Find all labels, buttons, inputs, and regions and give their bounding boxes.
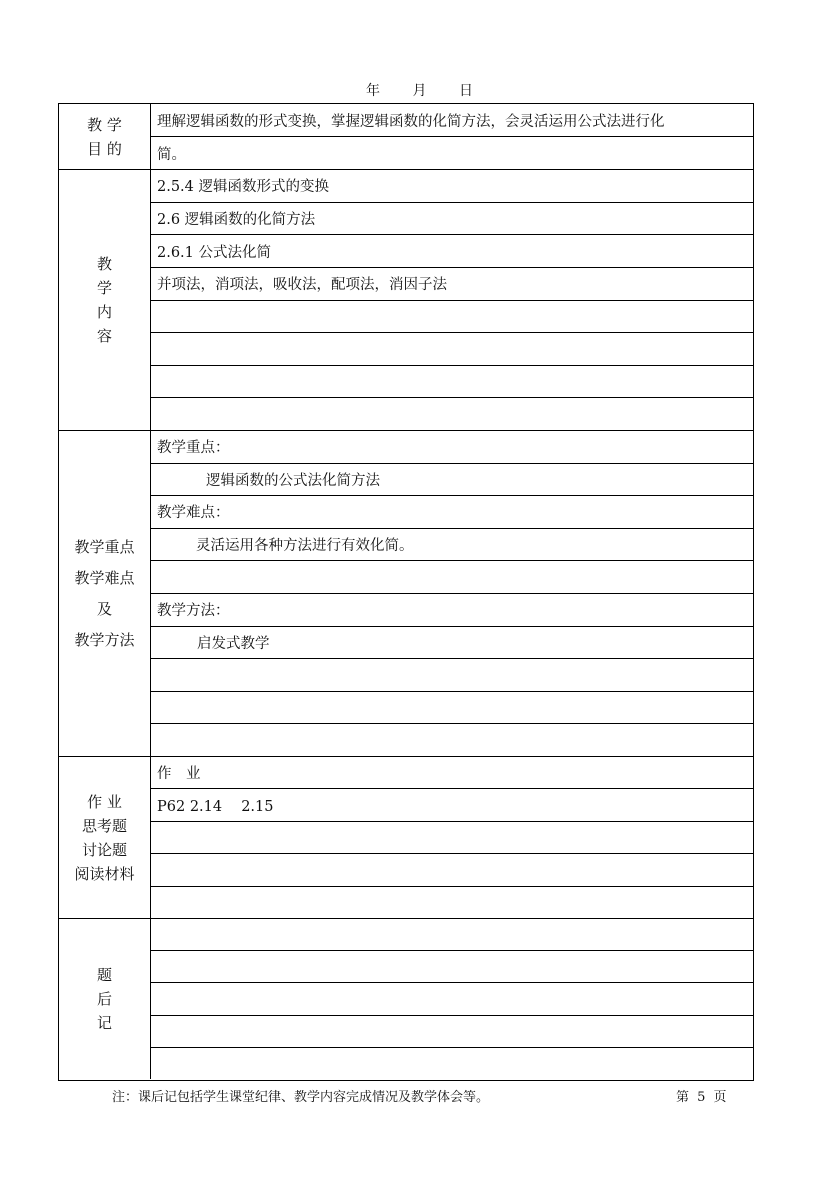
focus-row-5	[151, 560, 753, 593]
focus-row-10	[151, 723, 753, 756]
afterword-row-2	[151, 950, 753, 982]
afterword-row-1	[151, 919, 753, 950]
focus-label	[59, 431, 151, 756]
focus-row-2: 逻辑函数的公式法化简方法	[151, 463, 753, 496]
homework-row-4	[151, 853, 753, 885]
focus-row-3: 教学难点：	[151, 495, 753, 528]
objectives-row-1: 理解逻辑函数的形式变换，掌握逻辑函数的化简方法，会灵活运用公式法进行化	[157, 113, 665, 130]
content-row-6	[151, 332, 753, 365]
focus-label-text: 教学重点 教学难点 及 教学方法	[74, 537, 135, 649]
objectives-section	[59, 104, 753, 169]
content-row-2: 2.6 逻辑函数的化简方法	[151, 202, 753, 235]
afterword-label	[59, 919, 151, 1079]
homework-row-3	[151, 821, 753, 853]
content-label	[59, 170, 151, 430]
afterword-row-4	[151, 1015, 753, 1047]
focus-row-4: 灵活运用各种方法进行有效化简。	[151, 528, 753, 561]
content-row-8	[151, 397, 753, 430]
content-row-3: 2.6.1 公式法化简	[151, 234, 753, 267]
afterword-row-3	[151, 982, 753, 1014]
homework-label-text: 作 业 思考题 讨论题 阅读材料	[74, 792, 135, 883]
page-number: 第 5 页	[676, 1090, 729, 1105]
homework-section	[59, 756, 753, 918]
focus-row-6: 教学方法：	[151, 593, 753, 626]
footer-note: 注：课后记包括学生课堂纪律、教学内容完成情况及教学体会等。	[112, 1090, 490, 1105]
homework-label	[59, 757, 151, 918]
objectives-row-2: 简。	[151, 136, 753, 169]
objectives-label	[59, 104, 151, 169]
focus-row-7: 启发式教学	[151, 626, 753, 659]
lesson-plan-table	[58, 103, 754, 1081]
focus-row-1: 教学重点：	[157, 440, 230, 457]
homework-row-2: P62 2.14 2.15	[151, 788, 753, 820]
date-line: 年 月 日	[366, 83, 487, 99]
content-row-1: 2.5.4 逻辑函数形式的变换	[157, 179, 330, 196]
content-label-text: 教 学 内 容	[96, 255, 112, 345]
homework-row-5	[151, 886, 753, 918]
content-row-7	[151, 365, 753, 398]
focus-row-9	[151, 691, 753, 724]
afterword-section	[59, 918, 753, 1079]
focus-section	[59, 430, 753, 756]
objectives-label-text: 教 学 目 的	[87, 115, 122, 158]
homework-row-1: 作 业	[157, 766, 201, 783]
focus-row-8	[151, 658, 753, 691]
content-row-4: 并项法，消项法，吸收法，配项法，消因子法	[151, 267, 753, 300]
afterword-label-text: 题 后 记	[96, 966, 112, 1032]
content-section	[59, 169, 753, 430]
afterword-row-5	[151, 1047, 753, 1079]
content-row-5	[151, 300, 753, 333]
